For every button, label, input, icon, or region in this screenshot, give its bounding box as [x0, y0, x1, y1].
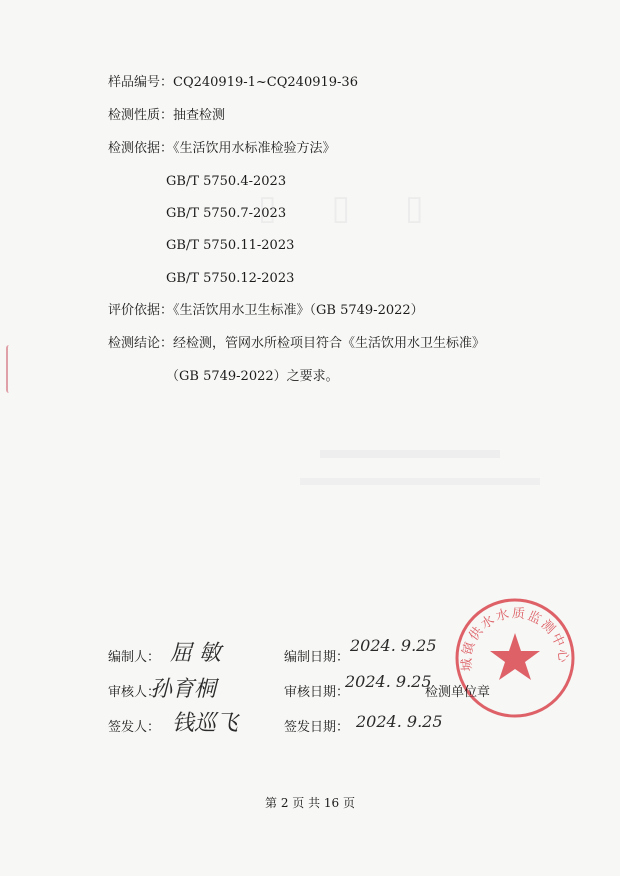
standard-item: GB/T 5750.11-2023 — [166, 238, 295, 253]
standard-item: GB/T 5750.4-2023 — [166, 174, 287, 189]
test-nature-label: 检测性质： — [108, 108, 174, 123]
edge-mark — [6, 345, 12, 393]
review-date-value: 2024. 9.25 — [345, 672, 432, 691]
bleed-through-text: ▯ ▯ ▯ — [258, 188, 446, 228]
editor-label: 编制人： — [108, 650, 161, 665]
inspection-seal — [450, 593, 580, 723]
edit-date-value: 2024. 9.25 — [350, 636, 437, 655]
issue-date-value: 2024. 9.25 — [356, 712, 443, 731]
review-date-label: 审核日期： — [284, 685, 350, 700]
issue-date-label: 签发日期： — [284, 720, 350, 735]
test-basis-value: 《生活饮用水标准检验方法》 — [173, 141, 336, 156]
evaluation-basis-row — [108, 303, 424, 319]
test-nature-value: 抽查检测 — [173, 108, 226, 123]
conclusion-label: 检测结论： — [108, 336, 174, 351]
editor-signature: 屈 敏 — [170, 641, 221, 666]
evaluation-basis-label: 评价依据： — [108, 303, 174, 318]
bleed-through-line — [320, 450, 500, 458]
issuer-label: 签发人： — [108, 720, 161, 735]
test-basis-row — [108, 141, 336, 157]
test-nature-row — [108, 108, 225, 124]
issuer-signature: 钱巡飞 — [172, 711, 239, 736]
test-basis-label: 检测依据： — [108, 141, 174, 156]
conclusion-row — [108, 336, 485, 352]
edit-date-label: 编制日期： — [284, 650, 350, 665]
sample-number-label: 样品编号： — [108, 75, 174, 90]
conclusion-text: 经检测，管网水所检项目符合《生活饮用水卫生标准》 — [173, 336, 486, 351]
sample-number-value: CQ240919-1~CQ240919-36 — [173, 75, 358, 90]
reviewer-label: 审核人： — [108, 685, 161, 700]
conclusion-continuation: （GB 5749-2022）之要求。 — [166, 369, 339, 384]
bleed-through-line — [300, 478, 540, 485]
seal-text: 城镇供水水质监测中心 — [459, 606, 571, 672]
evaluation-basis-value: 《生活饮用水卫生标准》（GB 5749-2022） — [173, 303, 424, 318]
reviewer-signature: 孙育桐 — [150, 677, 217, 702]
unit-seal-label: 检测单位章 — [425, 685, 491, 700]
seal-star-icon — [490, 633, 540, 680]
sample-number-row — [108, 75, 358, 91]
page-number: 第 2 页 共 16 页 — [265, 796, 355, 810]
standard-item: GB/T 5750.12-2023 — [166, 271, 295, 286]
standard-item: GB/T 5750.7-2023 — [166, 206, 287, 221]
